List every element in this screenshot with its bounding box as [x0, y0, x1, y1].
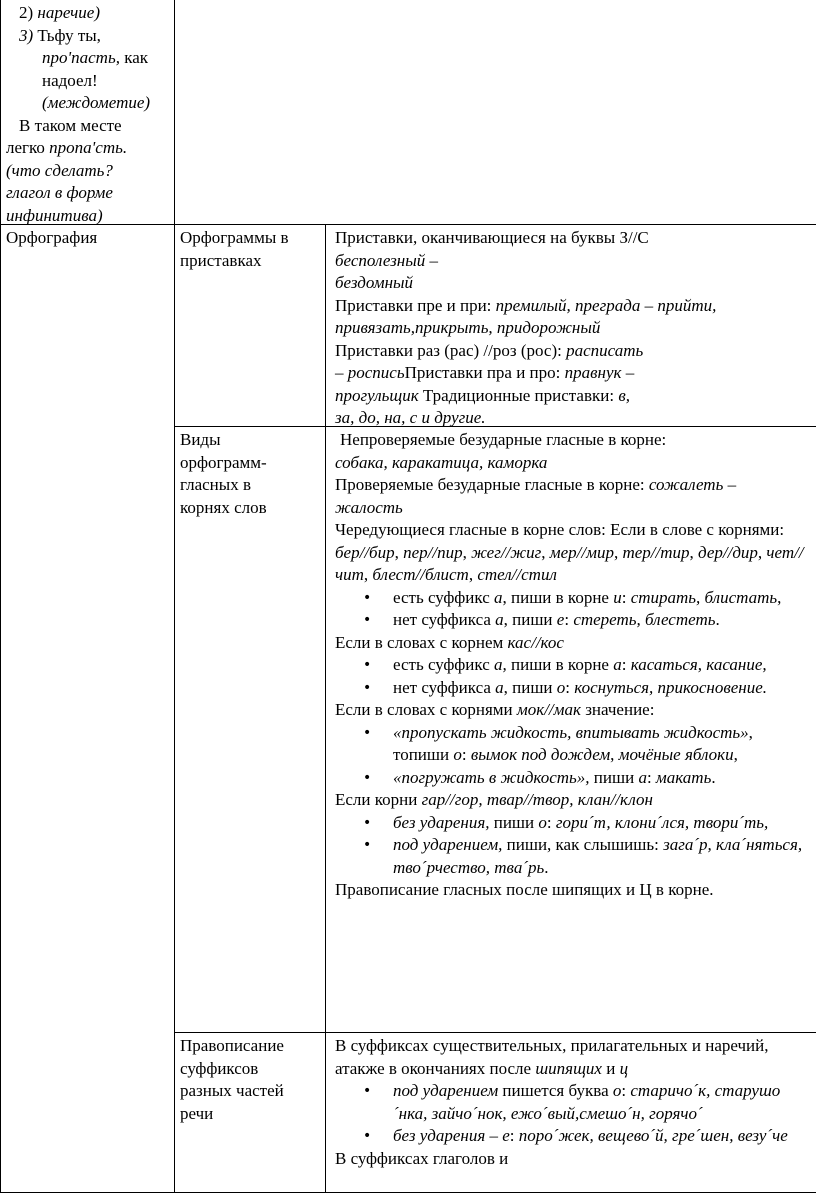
section-cell	[0, 224, 175, 1193]
example: бесполезный –	[335, 250, 438, 270]
example: прогульщик	[335, 385, 419, 405]
text: Непроверяемые безударные гласные в корне:	[340, 430, 667, 449]
list-item: • под ударением пишется буква о: старичо´к, старушо´нка, зайчо´нок, ежо´вый,смешо´н, горячо´	[335, 1080, 811, 1125]
row1-left-cell	[174, 224, 326, 427]
list-number: 3)	[19, 25, 34, 45]
text: В суффиксах существительных, прилагательных и наречий, атакже в окончаниях после	[335, 1036, 769, 1078]
row2-content-cell: Непроверяемые безударные гласные в корне: собака, каракатица, каморка Проверяемые безударные гласные в корне: сожалеть – жалость Чередующиеся гласные в корне слов: Если в слове с корнями: бер//бир, пер//пир, жег//жиг, мер//мир, тер//тир, дер//дир, чет// чит, блест//блист, стел//стил • есть суффикс а, пиши в корне и: стирать, блистать, • нет суффикса а, пиши е: стереть, блестеть. Если в словах с корнем кас//кос • есть суффикс а, пиши в корне а: касаться, касание, • нет суффикса а, пиши о: коснуться, прикосновение. Если в словах с корнями мок//мак значение: • «пропускать жидкость, впитывать жидкость», топиши о: вымок под дождем, мочёные яблоки, • «погружать в жидкость», пиши а: макать. Если корни гар//гор, твар//твор, клан//клон • без ударения, пиши о: гори´т, клони´лся, твори´ть, • под ударением, пиши, как слышишь: зага´р, кла´няться, тво´рчество, тва´рь. Правописание гласных после шипящих и Ц в корне.	[325, 426, 816, 1033]
example: стел//стил	[477, 565, 557, 584]
example: бездомный	[335, 273, 414, 292]
example: мок//мак	[516, 700, 581, 719]
text: Правописание гласных после шипящих и Ц в корне.	[335, 880, 714, 899]
example: сожалеть –	[648, 475, 737, 494]
example: дер//дир	[698, 542, 758, 562]
list-item: • под ударением, пиши, как слышишь: зага´р, кла´няться, тво´рчество, тва´рь.	[335, 834, 811, 879]
text: Если в словах с корнем	[335, 632, 508, 652]
list-item: • есть суффикс а, пиши в корне а: касаться, касание,	[335, 654, 811, 677]
list-item: • «пропускать жидкость, впитывать жидкость», топиши о: вымок под дождем, мочёные яблоки,	[335, 722, 811, 767]
text: легко	[6, 138, 50, 157]
section-title: Орфография	[6, 228, 98, 247]
text: В суффиксах глаголов и	[335, 1148, 509, 1168]
text: Приставки раз (рас) //роз (рос):	[335, 340, 567, 360]
row-heading: Орфограммы в приставках	[180, 228, 289, 270]
text: надоел!	[42, 70, 98, 90]
text: глагол в форме	[6, 183, 113, 202]
list-item: • без ударения – е: поро´жек, вещево´й, гре´шен, везу´че	[335, 1125, 811, 1148]
text: наречие)	[37, 3, 100, 22]
top-right-cell	[174, 0, 816, 225]
example: собака, каракатица, каморка	[335, 452, 548, 472]
example: – роспись	[335, 363, 405, 382]
example: мер//мир	[549, 542, 614, 562]
text: Приставки пра и про:	[404, 363, 565, 382]
text: Традиционные приставки:	[418, 385, 619, 405]
list-item: • без ударения, пиши о: гори´т, клони´лся, твори´ть,	[335, 812, 811, 835]
text: (междометие)	[42, 93, 151, 112]
example: блест//блист	[372, 565, 469, 584]
text: пропа'сть.	[49, 138, 128, 157]
example: расписать	[566, 340, 644, 360]
example: бер//бир	[335, 542, 395, 562]
example: жег//жиг	[471, 542, 542, 562]
text: Приставки пре и при:	[335, 295, 496, 315]
text: В таком месте	[19, 115, 122, 135]
list-item: • нет суффикса а, пиши о: коснуться, прикосновение.	[335, 677, 811, 700]
list-item: • есть суффикс а, пиши в корне и: стирать, блистать,	[335, 587, 811, 610]
row1-content-cell	[325, 224, 816, 427]
text: Если корни	[335, 790, 422, 809]
list-item: • нет суффикса а, пиши е: стереть, блестеть.	[335, 609, 811, 632]
row-heading: Правописание суффиксов разных частей речи	[180, 1036, 284, 1123]
row-heading: Виды орфограмм-гласных в корнях слов	[180, 430, 267, 517]
text: Приставки, оканчивающиеся на буквы З//С	[335, 228, 649, 247]
list-number: 2)	[19, 3, 34, 22]
example: кас//кос	[507, 632, 564, 652]
example: в,	[618, 385, 630, 405]
row2-left-cell	[174, 426, 326, 1033]
text: Чередующиеся гласные в корне слов: Если в слове с корнями:	[335, 520, 785, 539]
example: тер//тир	[622, 542, 690, 562]
example: шипящих	[535, 1058, 602, 1078]
text: инфинитива)	[6, 205, 103, 225]
example: правнук –	[564, 363, 635, 382]
example: пер//пир	[403, 542, 463, 562]
row3-left-cell	[174, 1032, 326, 1193]
text: Тьфу ты,	[37, 25, 101, 45]
example: гар//гор, твар//твор, клан//клон	[421, 790, 653, 809]
text: Если в словах с корнями	[335, 700, 517, 719]
text: как	[119, 48, 149, 67]
example: ц	[619, 1058, 629, 1078]
example: премилый, преграда – прийти, привязать,прикрыть, придорожный	[335, 295, 717, 337]
text: (что сделать?	[6, 160, 113, 180]
row3-content-cell	[325, 1032, 816, 1193]
text: и	[601, 1058, 620, 1078]
example: жалость	[335, 497, 403, 517]
example: чет// чит	[335, 542, 804, 584]
example: за, до, на, с и другие.	[335, 408, 486, 427]
text: Проверяемые безударные гласные в корне:	[335, 475, 649, 494]
text: значение:	[580, 700, 655, 719]
text: про'пасть,	[42, 48, 120, 67]
list-item: • «погружать в жидкость», пиши а: макать.	[335, 767, 811, 790]
top-left-cell	[0, 0, 175, 225]
